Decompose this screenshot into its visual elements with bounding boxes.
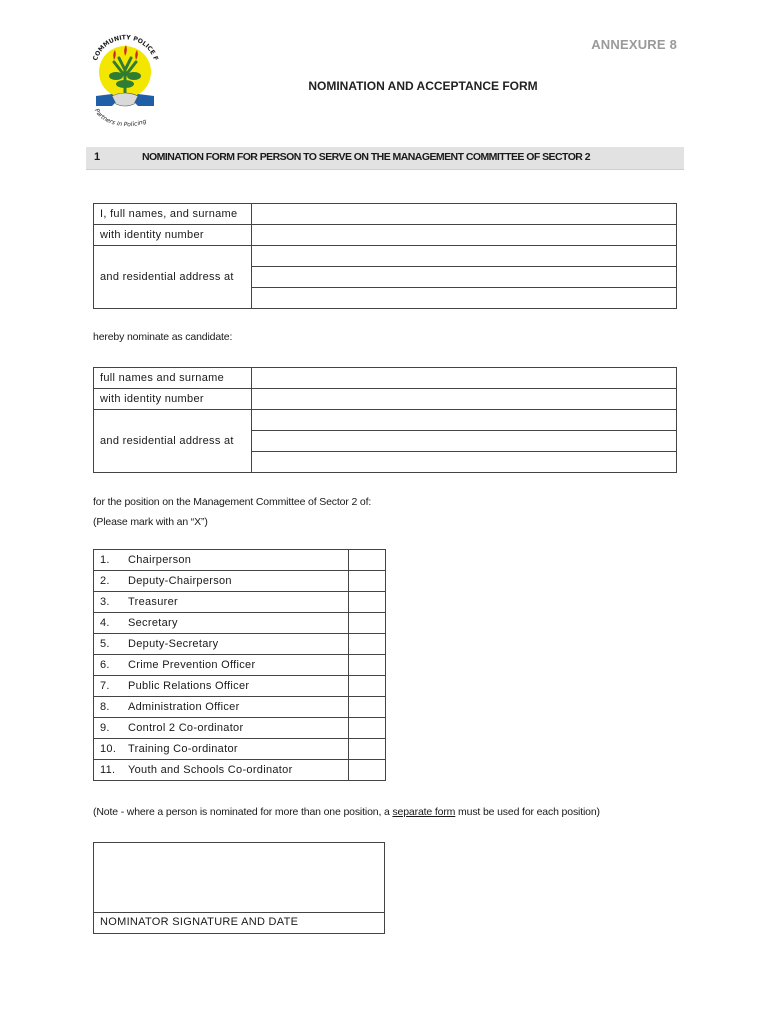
table-row — [94, 697, 386, 718]
position-number: 10. — [94, 739, 129, 760]
section-header — [86, 147, 684, 170]
table-row — [94, 225, 677, 246]
signature-divider — [94, 912, 384, 913]
position-number: 4. — [94, 613, 129, 634]
position-mark-box[interactable] — [349, 592, 386, 613]
table-row — [94, 655, 386, 676]
position-label: Deputy-Secretary — [128, 634, 349, 655]
logo-top-text: COMMUNITY POLICE F — [91, 34, 160, 62]
position-number: 8. — [94, 697, 129, 718]
position-number: 2. — [94, 571, 129, 592]
note-text — [93, 806, 600, 818]
position-label: Deputy-Chairperson — [128, 571, 349, 592]
position-number: 11. — [94, 760, 129, 781]
table-row — [94, 760, 386, 781]
position-mark-box[interactable] — [349, 760, 386, 781]
candidate-address-field-1[interactable] — [252, 410, 677, 431]
candidate-details-table — [93, 367, 677, 473]
position-number: 9. — [94, 718, 129, 739]
note-after: must be used for each position) — [455, 806, 600, 818]
table-row — [94, 550, 386, 571]
table-row — [94, 676, 386, 697]
svg-text:Partners in Policing — [93, 108, 148, 129]
position-label: Youth and Schools Co-ordinator — [128, 760, 349, 781]
candidate-address-field-2[interactable] — [252, 431, 677, 452]
position-number: 7. — [94, 676, 129, 697]
nominate-text: hereby nominate as candidate: — [93, 331, 233, 343]
position-mark-box[interactable] — [349, 613, 386, 634]
nominator-name-label: I, full names, and surname — [94, 204, 252, 225]
table-row — [94, 410, 677, 431]
position-mark-box[interactable] — [349, 550, 386, 571]
position-label: Training Co-ordinator — [128, 739, 349, 760]
table-row — [94, 718, 386, 739]
table-row — [94, 368, 677, 389]
position-mark-box[interactable] — [349, 571, 386, 592]
table-row — [94, 739, 386, 760]
position-mark-box[interactable] — [349, 718, 386, 739]
page-title: NOMINATION AND ACCEPTANCE FORM — [308, 79, 538, 93]
nominator-name-field[interactable] — [252, 204, 677, 225]
position-number: 6. — [94, 655, 129, 676]
position-label: Public Relations Officer — [128, 676, 349, 697]
position-mark-box[interactable] — [349, 634, 386, 655]
position-number: 5. — [94, 634, 129, 655]
section-number: 1 — [94, 151, 101, 163]
candidate-address-field-3[interactable] — [252, 452, 677, 473]
table-row — [94, 613, 386, 634]
table-row — [94, 246, 677, 267]
nominator-id-label: with identity number — [94, 225, 252, 246]
nominator-id-field[interactable] — [252, 225, 677, 246]
candidate-id-field[interactable] — [252, 389, 677, 410]
table-row — [94, 634, 386, 655]
mark-instruction: (Please mark with an “X”) — [93, 516, 208, 528]
nominator-address-field-2[interactable] — [252, 267, 677, 288]
note-before: (Note - where a person is nominated for more than one position, a — [93, 806, 393, 818]
position-number: 3. — [94, 592, 129, 613]
signature-label: NOMINATOR SIGNATURE AND DATE — [100, 916, 299, 928]
table-row — [94, 571, 386, 592]
nominator-address-field-1[interactable] — [252, 246, 677, 267]
table-row — [94, 389, 677, 410]
position-mark-box[interactable] — [349, 739, 386, 760]
signature-box[interactable] — [93, 842, 385, 934]
logo-bottom-text: Partners in Policing — [92, 107, 148, 129]
position-label: Administration Officer — [128, 697, 349, 718]
nominator-address-field-3[interactable] — [252, 288, 677, 309]
position-mark-box[interactable] — [349, 676, 386, 697]
annexure-label: ANNEXURE 8 — [591, 37, 677, 52]
position-label: Treasurer — [128, 592, 349, 613]
position-label: Crime Prevention Officer — [128, 655, 349, 676]
position-number: 1. — [94, 550, 129, 571]
position-mark-box[interactable] — [349, 697, 386, 718]
table-row — [94, 204, 677, 225]
nominator-details-table — [93, 203, 677, 309]
note-underlined: separate form — [392, 806, 456, 818]
positions-table — [93, 549, 386, 781]
table-row — [94, 592, 386, 613]
candidate-id-label: with identity number — [94, 389, 252, 410]
position-mark-box[interactable] — [349, 655, 386, 676]
position-label: Control 2 Co-ordinator — [128, 718, 349, 739]
nominator-address-label: and residential address at — [94, 246, 252, 309]
position-label: Secretary — [128, 613, 349, 634]
position-label: Chairperson — [128, 550, 349, 571]
candidate-name-label: full names and surname — [94, 368, 252, 389]
position-text: for the position on the Management Committee of Sector 2 of: — [93, 496, 372, 508]
section-title: NOMINATION FORM FOR PERSON TO SERVE ON THE MANAGEMENT COMMITTEE OF SECTOR 2 — [142, 151, 590, 163]
candidate-address-label: and residential address at — [94, 410, 252, 473]
candidate-name-field[interactable] — [252, 368, 677, 389]
